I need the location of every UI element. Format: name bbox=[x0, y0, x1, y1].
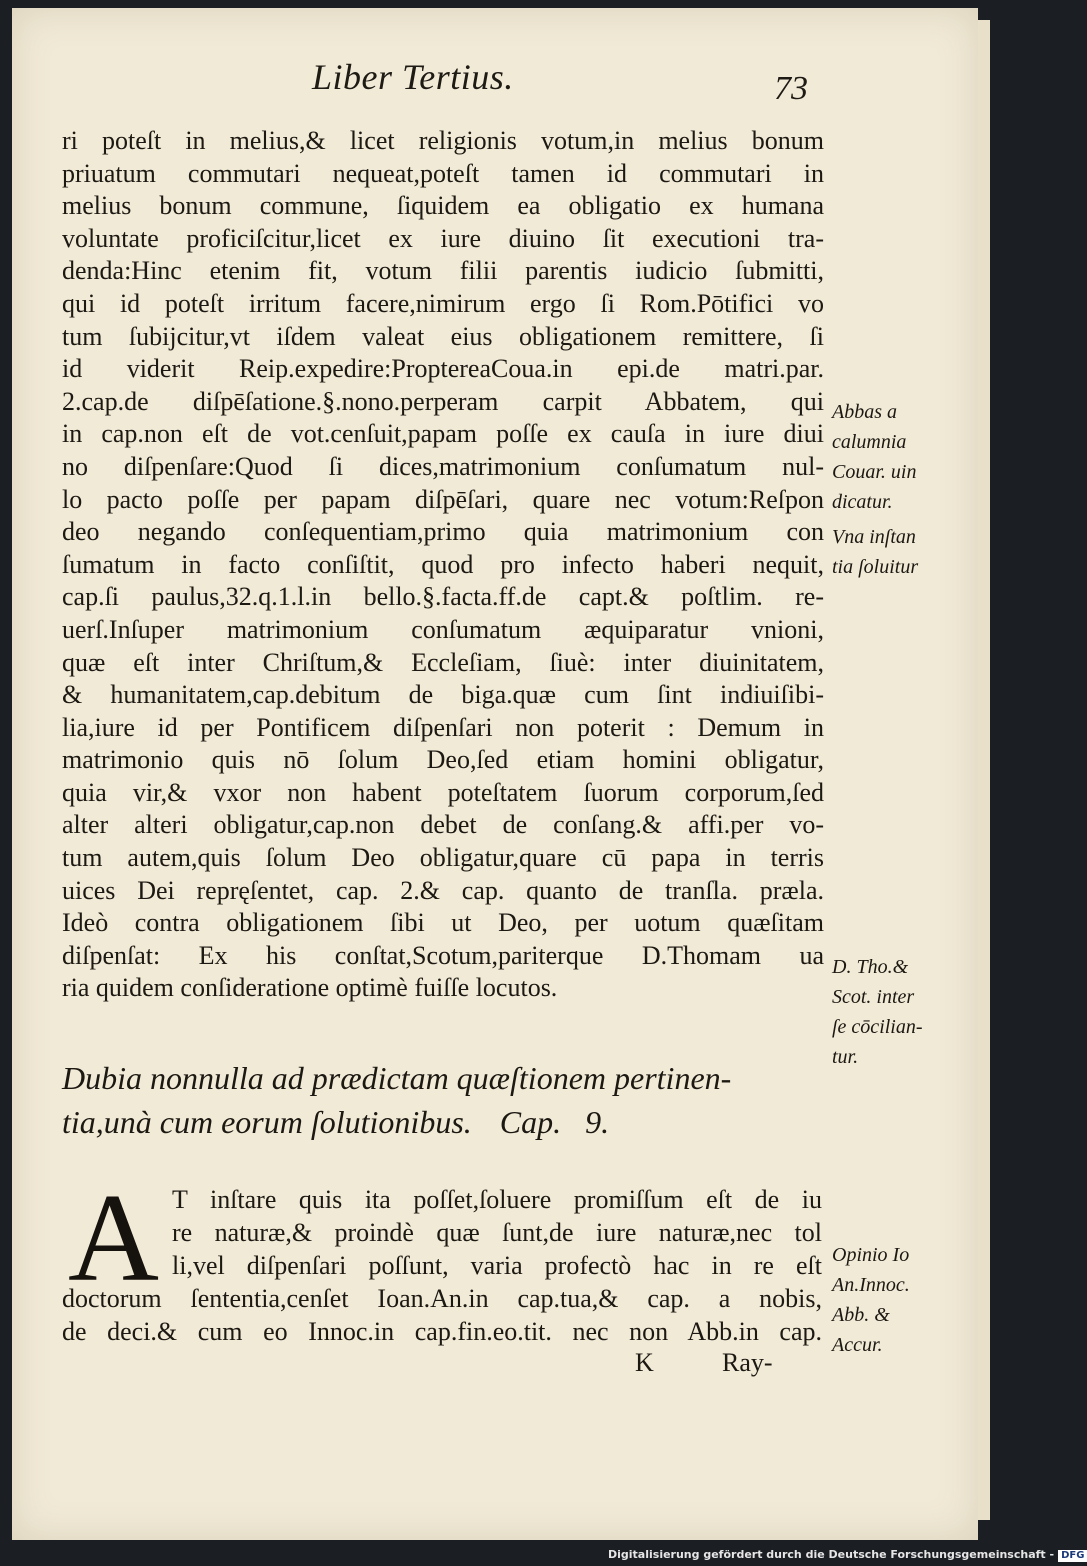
margin-note-line: Abb. & bbox=[832, 1304, 890, 1326]
margin-note-line: Scot. inter bbox=[832, 986, 915, 1008]
text-line: qui id poteſt irritum facere,nimirum ergo ſi Rom.Pōtifici vo bbox=[62, 288, 824, 318]
text-line: & humanitatem,cap.debitum de biga.quæ cum ſint indiuiſibi- bbox=[62, 680, 824, 710]
text-line: in cap.non eſt de vot.cenſuit,papam poſſe ex cauſa in iure diui bbox=[62, 419, 824, 449]
margin-note-line: ſe cōcilian- bbox=[832, 1016, 923, 1038]
chapter-title-line: Dubia nonnulla ad prædictam quæſtionem pertinen- bbox=[62, 1060, 732, 1096]
running-head: Liber Tertius. bbox=[312, 57, 514, 97]
chapter-label: Cap. bbox=[499, 1104, 562, 1140]
text-line: alter alteri obligatur,cap.non debet de conſang.& affi.per vo- bbox=[62, 810, 824, 840]
margin-note-line: Vna inſtan bbox=[832, 526, 916, 548]
margin-note-line: tia ſoluitur bbox=[832, 556, 919, 578]
text-line: quia vir,& vxor non habent poteſtatem ſuorum corporum,ſed bbox=[62, 777, 824, 807]
margin-note bbox=[832, 522, 982, 582]
margin-note-line: Abbas a bbox=[832, 401, 897, 423]
margin-note-line: dicatur. bbox=[832, 491, 893, 513]
chapter-title-line bbox=[62, 1100, 832, 1144]
text-line: cap.ſi paulus,32.q.1.l.in bello.§.facta.ff.de capt.& poſtlim. re- bbox=[62, 582, 824, 612]
main-text bbox=[62, 125, 824, 1005]
book-page bbox=[12, 8, 978, 1540]
text-line: ſumatum in facto conſiſtit, quod pro infecto haberi nequit, bbox=[62, 549, 824, 579]
margin-note-line: Accur. bbox=[832, 1334, 883, 1356]
margin-note bbox=[832, 397, 982, 517]
drop-capital: A bbox=[68, 1169, 159, 1308]
margin-note bbox=[832, 1240, 982, 1360]
catchword: Ray- bbox=[722, 1348, 773, 1377]
text-line: T inſtare quis ita poſſet,ſoluere promiſſum eſt de iu bbox=[172, 1185, 822, 1214]
text-line: priuatum commutari nequeat,poteſt tamen id commutari in bbox=[62, 158, 824, 188]
margin-note-line: Couar. uin bbox=[832, 461, 917, 483]
margin-note-line: calumnia bbox=[832, 431, 907, 453]
text-line: uices Dei repręſentet, cap. 2.& cap. quanto de tranſla. præla. bbox=[62, 875, 824, 905]
margin-note-line: tur. bbox=[832, 1046, 859, 1068]
text-line: uerſ.Inſuper matrimonium conſumatum æquiparatur vnioni, bbox=[62, 614, 824, 644]
margin-note-line: D. Tho.& bbox=[832, 956, 909, 978]
text-line: no diſpenſare:Quod ſi dices,matrimonium conſumatum nul- bbox=[62, 451, 824, 481]
text-line: matrimonio quis nō ſolum Deo,ſed etiam homini obligatur, bbox=[62, 745, 824, 775]
chapter-text bbox=[62, 1183, 822, 1348]
text-line: lo pacto poſſe per papam diſpēſari, quare nec votum:Reſpon bbox=[62, 484, 824, 514]
text-line: 2.cap.de diſpēſatione.§.nono.perperam carpit Abbatem, qui bbox=[62, 386, 824, 416]
text-line: Ideò contra obligationem ſibi ut Deo, per uotum quæſitam bbox=[62, 908, 824, 938]
text-line: diſpenſat: Ex his conſtat,Scotum,pariterque D.Thomam ua bbox=[62, 940, 824, 970]
chapter-heading bbox=[62, 1056, 832, 1144]
text-line: deo negando conſequentiam,primo quia matrimonium con bbox=[62, 517, 824, 547]
dfg-logo: DFG bbox=[1058, 1550, 1087, 1562]
text-line: ri poteſt in melius,& licet religionis votum,in melius bonum bbox=[62, 126, 824, 155]
text-line: re naturæ,& proindè quæ ſunt,de iure naturæ,nec tol bbox=[172, 1218, 822, 1247]
text-line: doctorum ſententia,cenſet Ioan.An.in cap.tua,& cap. a nobis, bbox=[62, 1284, 822, 1313]
text-line: quæ eſt inter Chriſtum,& Eccleſiam, ſiuè: inter diuinitatem, bbox=[62, 647, 824, 677]
text-line: melius bonum commune, ſiquidem ea obligatio ex humana bbox=[62, 191, 824, 221]
text-line: voluntate proficiſcitur,licet ex iure diuino ſit executioni tra- bbox=[62, 223, 824, 253]
text-line: tum ſubijcitur,vt iſdem valeat eius obligationem remittere, ſi bbox=[62, 321, 824, 351]
text-line: id viderit Reip.expedire:PropterеaCoua.in epi.de matri.par. bbox=[62, 354, 824, 384]
text-line: tum autem,quis ſolum Deo obligatur,quare cū papa in terris bbox=[62, 843, 824, 873]
footer-text: Digitalisierung gefördert durch die Deutsche Forschungsgemeinschaft - bbox=[608, 1548, 1055, 1561]
signature-mark: K bbox=[635, 1348, 654, 1377]
chapter-number: 9. bbox=[585, 1104, 610, 1140]
margin-note-line: Opinio Io bbox=[832, 1244, 910, 1266]
text-line: lia,iure id per Pontificem diſpenſari non poterit : Demum in bbox=[62, 712, 824, 742]
text-line: denda:Hinc etenim fit, votum filii parentis iudicio ſubmitti, bbox=[62, 256, 824, 286]
text-line: li,vel diſpenſari poſſunt, varia profectò hac in re eſt bbox=[172, 1251, 822, 1280]
digitization-footer bbox=[608, 1548, 1087, 1562]
text-line: de deci.& cum eo Innoc.in cap.fin.eo.tit. nec non Abb.in cap. bbox=[62, 1317, 822, 1346]
text-line: ria quidem conſideratione optimè fuiſſe locutos. bbox=[62, 973, 558, 1003]
margin-note bbox=[832, 952, 982, 1072]
page-number: 73 bbox=[774, 70, 808, 107]
chapter-title-line-2: tia,unà cum eorum ſolutionibus. bbox=[62, 1104, 472, 1140]
margin-note-line: An.Innoc. bbox=[832, 1274, 910, 1296]
